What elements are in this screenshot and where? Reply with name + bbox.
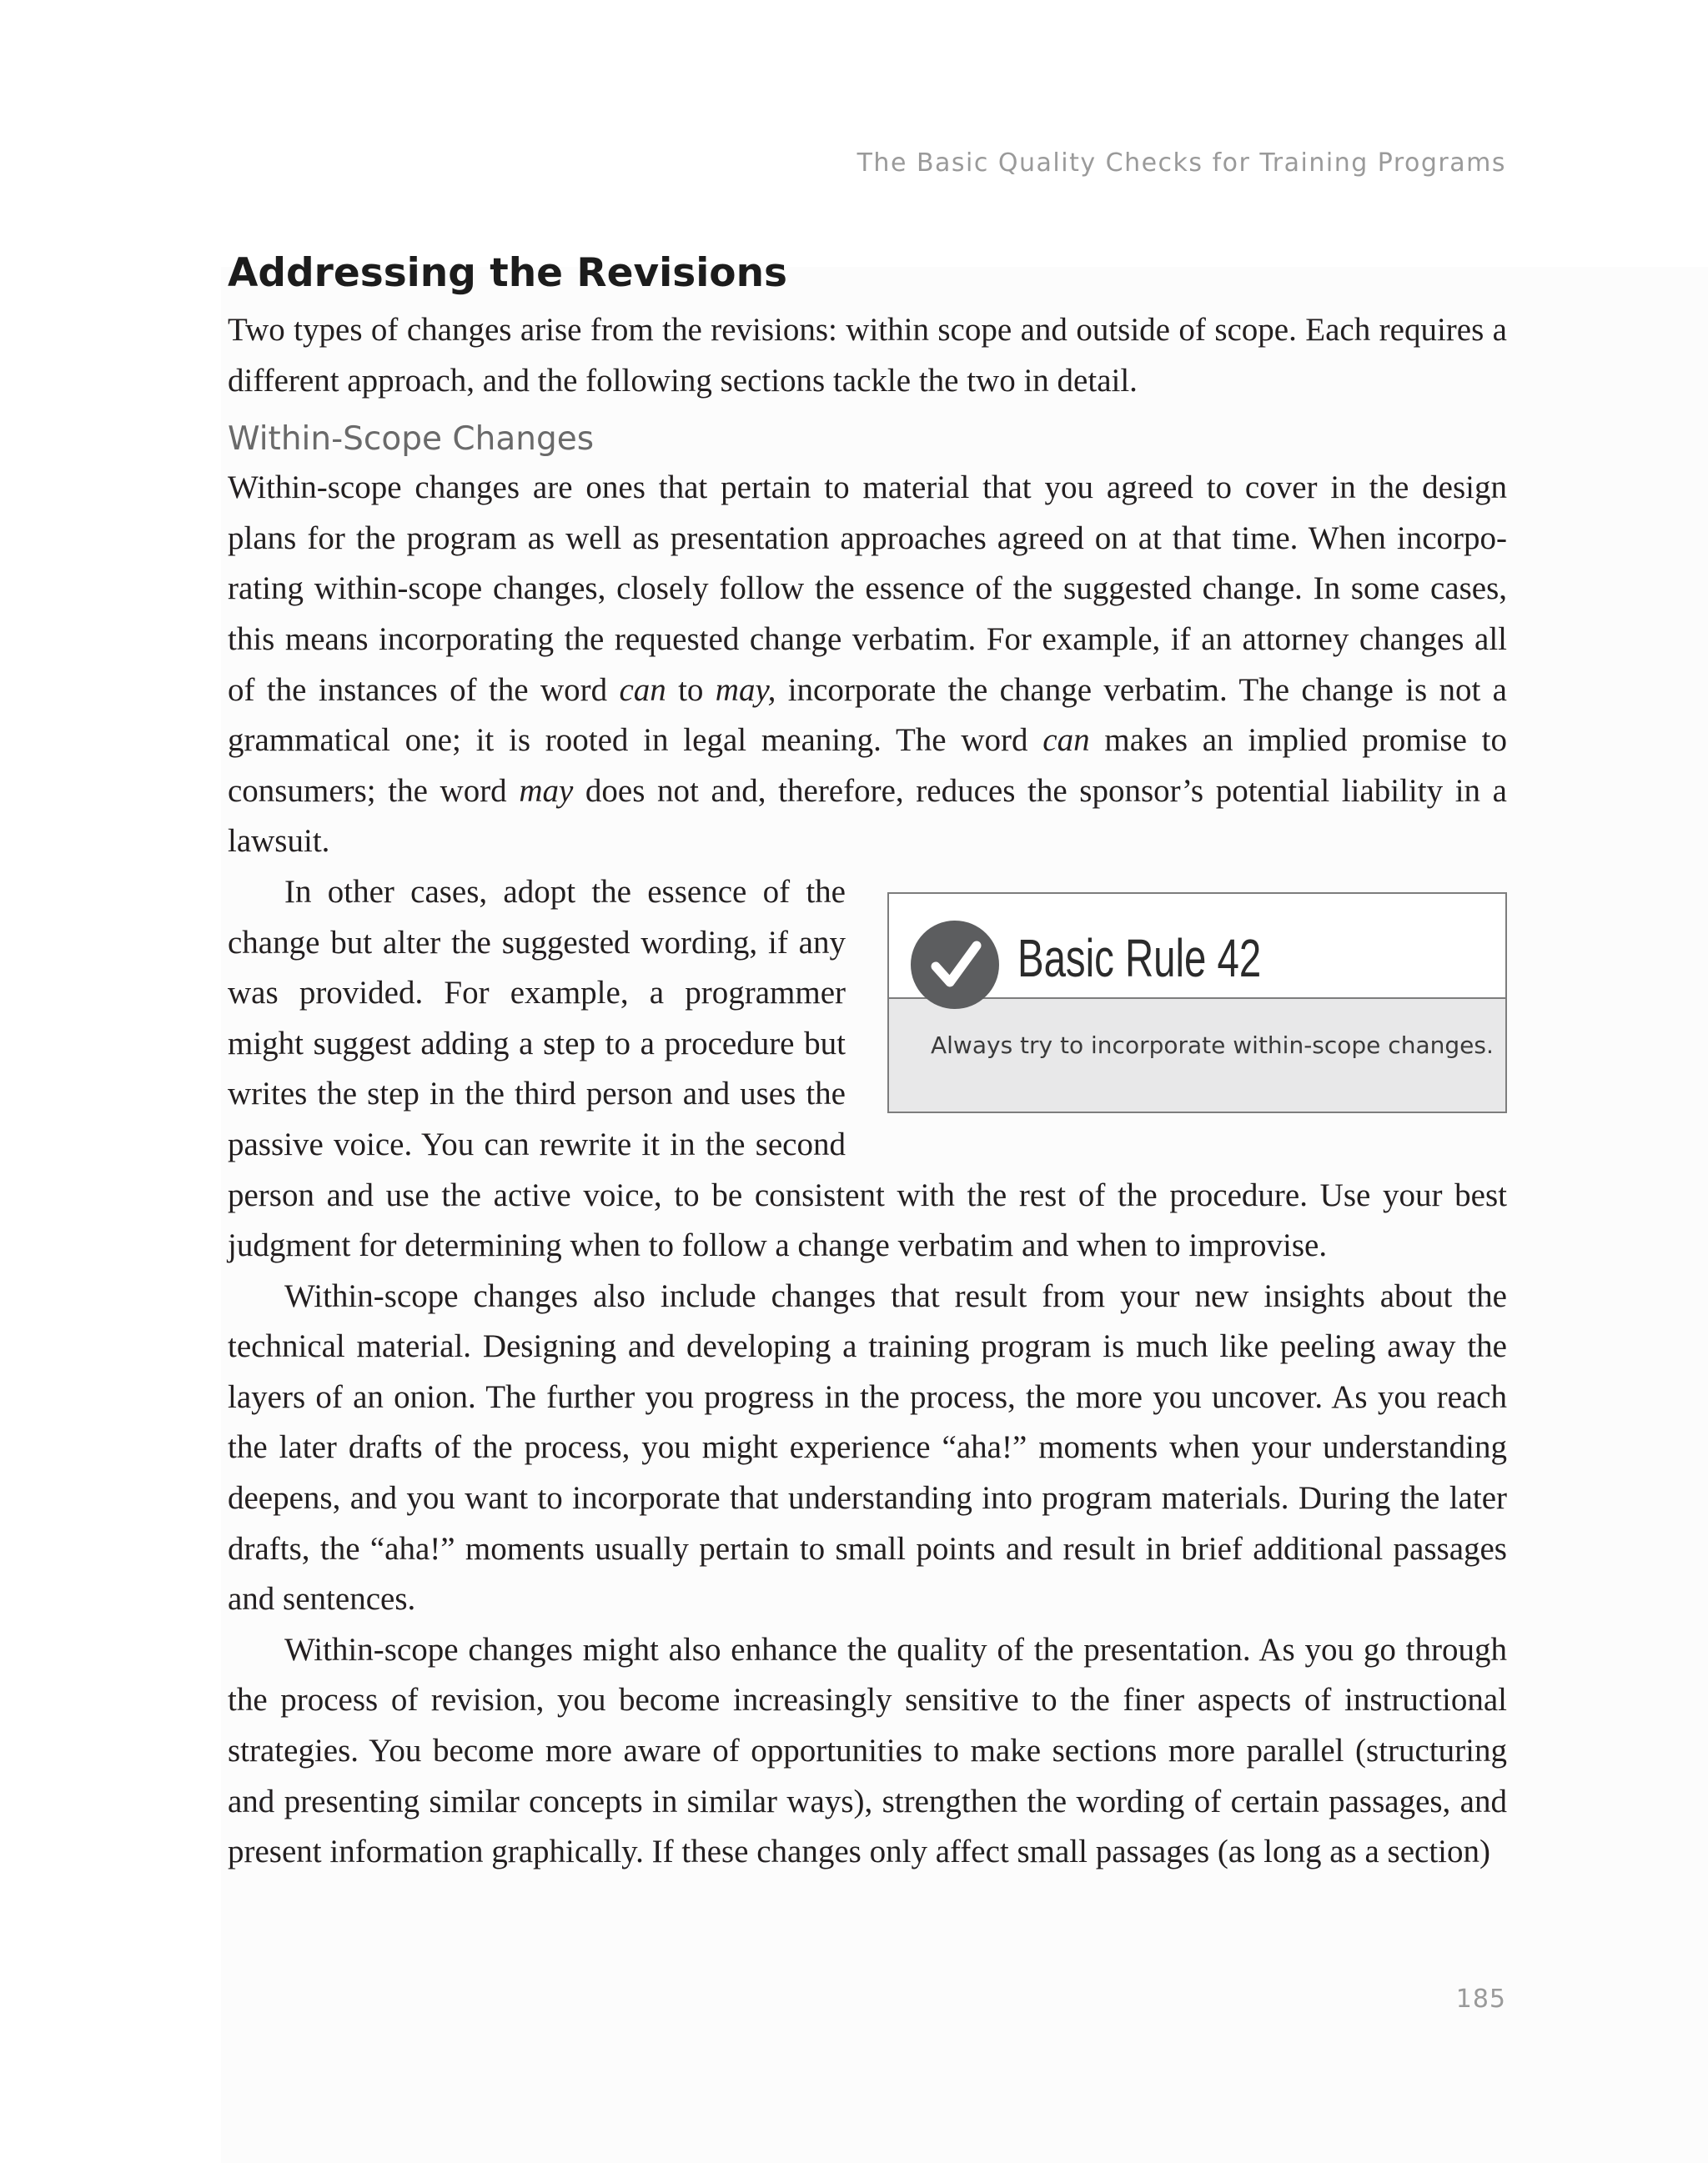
- paragraph-1: Within-scope changes are ones that pertain to material that you agreed to cover in the design plans for the program as well as presentation approaches agreed on at that time. When incorporating within-scope changes, closely follow the essence of the suggested change. In some cases, this means incorporating the requested change verbatim. For example, if an attorney changes all of the instances of the word can to may, incorporate the change verbatim. The change is not a grammatical one; it is rooted in legal meaning. The word can makes an implied promise to consumers; the word may does not and, therefore, reduces the sponsor’s potential liability in a lawsuit.: [228, 469, 1507, 860]
- paragraph-4: Within-scope changes might also enhance the quality of the presentation. As you go through the process of revision, you become increasingly sensitive to the finer aspects of instructional strategies. You become more aware of opportunities to make sections more parallel (structuring and presenting similar concepts in similar ways), strengthen the wording of certain passages, and present information graphically. If these changes only affect small passages (as long as a section): [228, 1631, 1507, 1870]
- paragraph-3: Within-scope changes also include changes that result from your new insights about the technical material. Designing and developing a training program is much like peeling away the layers of an onion. The further you progress in the process, the more you uncover. As you reach the later drafts of the process, you might experience “aha!” moments when your understanding deepens, and you want to incorporate that understanding into program materials. During the later drafts, the “aha!” moments usually pertain to small points and result in brief additional passages and sentences.: [228, 1277, 1507, 1618]
- page-number: 185: [1455, 1985, 1506, 2014]
- checkmark-icon: [911, 921, 999, 1009]
- intro-paragraph: Two types of changes arise from the revisions: within scope and outside of scope. Each requires a different approach, and the following sections tackle the two in detail.: [228, 312, 1507, 399]
- basic-rule-box: [887, 892, 1507, 1113]
- paragraph-2: In other cases, adopt the essence of the change but alter the suggested wording, if any was provided. For example, a programmer might suggest adding a step to a procedure but writes the step in the third person and uses the passive voice. You can rewrite it in the second person and use the active voice, to be consistent with the rest of the procedure. Use your best judgment for determining when to follow a change verbatim and when to improvise.: [228, 873, 1507, 1264]
- page-content: [228, 242, 1507, 1878]
- running-head: The Basic Quality Checks for Training Programs: [857, 148, 1506, 178]
- rule-title: Basic Rule 42: [1017, 927, 1262, 988]
- section-title: Addressing the Revisions: [228, 250, 788, 296]
- rule-text: Always try to incorporate within-scope changes.: [931, 1031, 1494, 1059]
- rule-box-body: [889, 999, 1505, 1112]
- rule-box-header: [889, 894, 1505, 999]
- subsection-title: Within-Scope Changes: [228, 420, 595, 459]
